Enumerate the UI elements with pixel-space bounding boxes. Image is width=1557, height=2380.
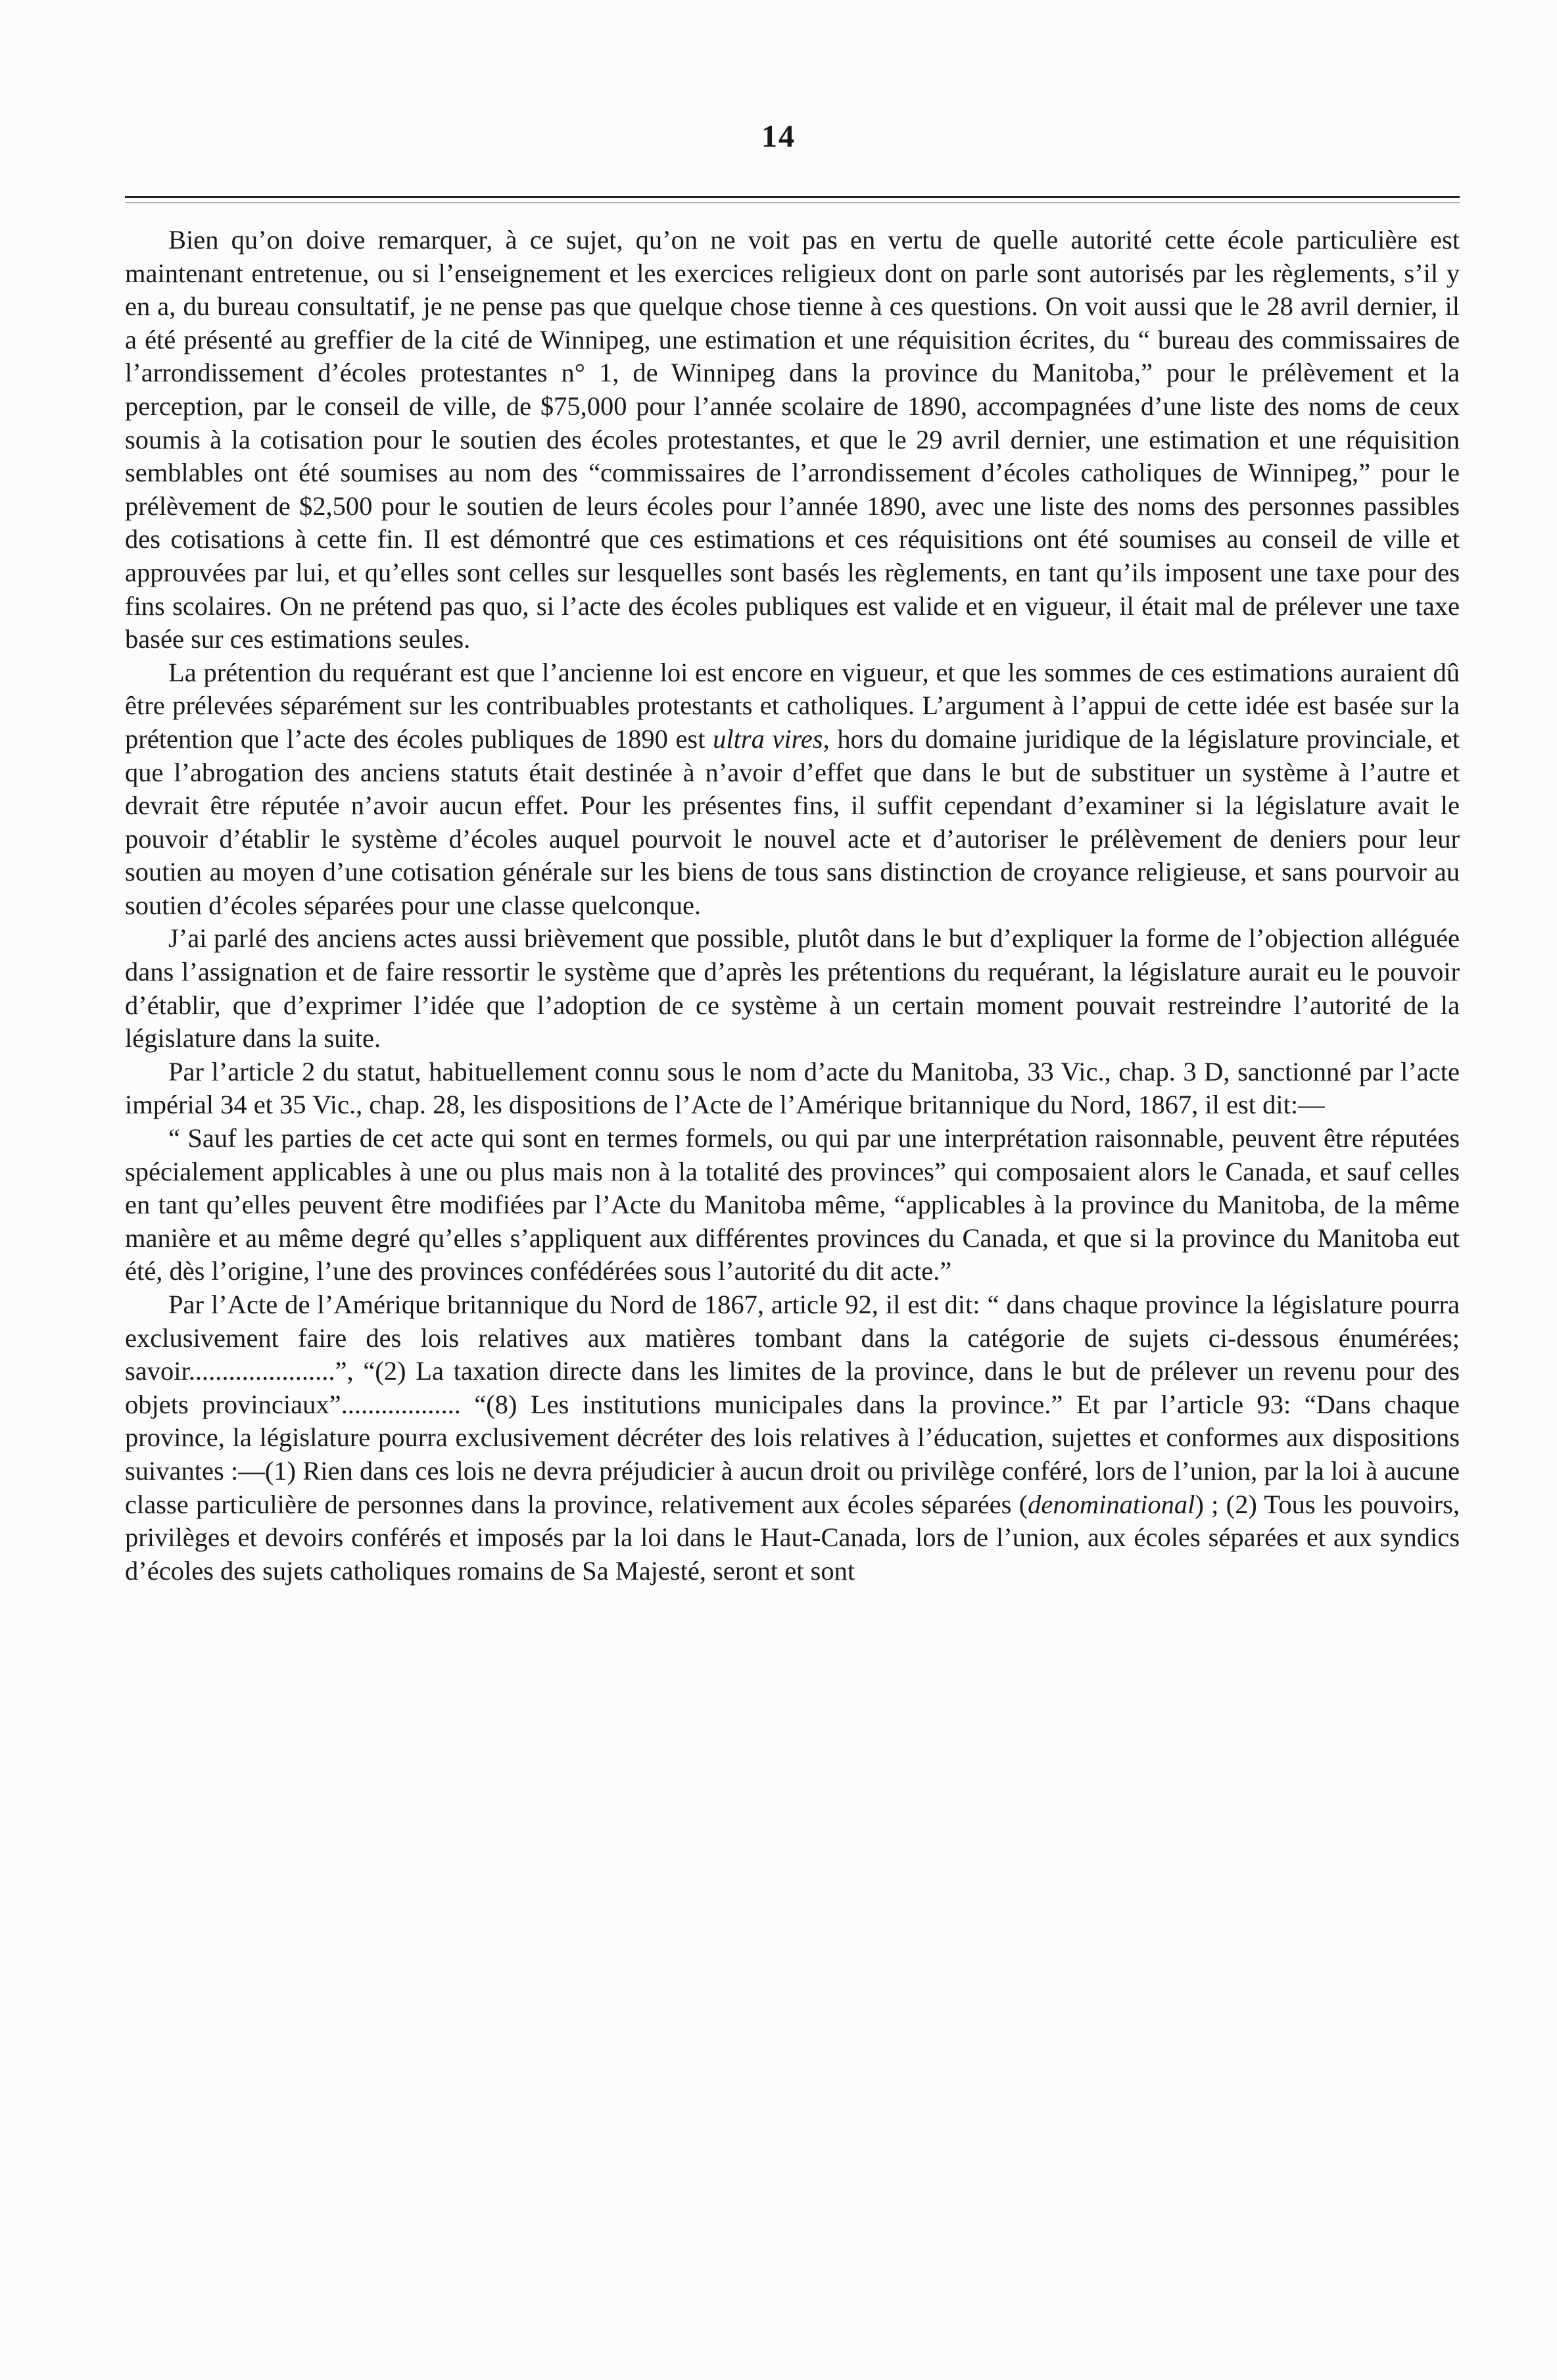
- body-text: [125, 224, 1460, 1588]
- quotation-paragraph: “ Sauf les parties de cet acte qui sont en termes formels, ou qui par une interprétation raisonnable, peuvent être réputées spécialement applicables à une ou plus mais non à la totalité des provinces” qui composaient alors le Canada, et sauf celles en tant qu’elles peuvent être modifiées par l’Acte du Manitoba même, “applicables à la province du Manitoba, de la même manière et au même degré qu’elles s’appliquent aux différentes provinces du Canada, et que si la province du Manitoba eut été, dès l’origine, l’une des provinces confédérées sous l’autorité du dit acte.”: [125, 1123, 1460, 1286]
- paragraph-6-italic: denominational: [1028, 1489, 1195, 1519]
- page-number: 14: [761, 119, 796, 154]
- header-rule: [125, 196, 1460, 198]
- paragraph-2: [125, 656, 1460, 923]
- paragraph-2-text-b: , hors du domaine juridique de la législature provinciale, et que l’abrogation des anciens statuts était destinée à n’avoir d’effet que dans le but de substituer un système à l’autre et devrait être réputée n’avoir aucun effet. Pour les présentes fins, il suffit cependant d’examiner si la législature avait le pouvoir d’établir le système d’écoles auquel pourvoit le nouvel acte et d’autoriser le prélèvement de deniers pour leur soutien au moyen d’une cotisation générale sur les biens de tous sans distinction de croyance religieuse, et sans pourvoir au soutien d’écoles séparées pour une classe quelconque.: [125, 723, 1460, 920]
- paragraph-3: J’ai parlé des anciens actes aussi brièvement que possible, plutôt dans le but d’expliquer la forme de l’objection alléguée dans l’assignation et de faire ressortir le système que d’après les prétentions du requérant, la législature aurait eu le pouvoir d’établir, que d’exprimer l’idée que l’adoption de ce système à un certain moment pouvait restreindre l’autorité de la législature dans la suite.: [125, 923, 1460, 1054]
- paragraph-6-text-b: ) ; (2) Tous les pouvoirs, privilèges et devoirs conférés et imposés par la loi dans le Haut-Canada, lors de l’union, aux écoles séparées et aux syndics d’écoles des sujets catholiques romains de Sa Majesté, seront et sont: [125, 1489, 1460, 1586]
- paragraph-2-italic: ultra vires: [713, 723, 823, 754]
- paragraph-6-text-a: Par l’Acte de l’Amérique britannique du Nord de 1867, article 92, il est dit: “ dans chaque province la législature pourra exclusivement faire des lois relatives aux matières tombant dans la catégorie de sujets ci-dessous énumérées; savoir......................”, “(2) La taxation directe dans les limites de la province, dans le but de prélever un revenu pour des objets provinciaux”.................. “(8) Les institutions municipales dans la province.” Et par l’article 93: “Dans chaque province, la législature pourra exclusivement décréter des lois relatives à l’éducation, sujettes et conformes aux dispositions suivantes :—(1) Rien dans ces lois ne devra préjudicier à aucun droit ou privilège conféré, lors de l’union, par la loi à aucune classe particulière de personnes dans la province, relativement aux écoles séparées (: [125, 1290, 1460, 1519]
- paragraph-4: Par l’article 2 du statut, habituellement connu sous le nom d’acte du Manitoba, 33 Vic., chap. 3 D, sanctionné par l’acte impérial 34 et 35 Vic., chap. 28, les dispositions de l’Acte de l’Amérique britannique du Nord, 1867, il est dit:—: [125, 1056, 1460, 1120]
- paragraph-6: [125, 1288, 1460, 1588]
- paragraph-2-text-a: La prétention du requérant est que l’ancienne loi est encore en vigueur, et que les sommes de ces estimations auraient dû être prélevées séparément sur les contribuables protestants et catholiques. L’argument à l’appui de cette idée est basée sur la prétention que l’acte des écoles publiques de 1890 est: [125, 657, 1460, 754]
- paragraph-1: Bien qu’on doive remarquer, à ce sujet, qu’on ne voit pas en vertu de quelle autorité cette école particulière est maintenant entretenue, ou si l’enseignement et les exercices religieux dont on parle sont autorisés par les règlements, s’il y en a, du bureau consultatif, je ne pense pas que quelque chose tienne à ces questions. On voit aussi que le 28 avril dernier, il a été présenté au greffier de la cité de Winnipeg, une estimation et une réquisition écrites, du “ bureau des commissaires de l’arrondissement d’écoles protestantes n° 1, de Winnipeg dans la province du Manitoba,” pour le prélèvement et la perception, par le conseil de ville, de $75,000 pour l’année scolaire de 1890, accompagnées d’une liste des noms de ceux soumis à la cotisation pour le soutien des écoles protestantes, et que le 29 avril dernier, une estimation et une réquisition semblables ont été soumises au nom des “commissaires de l’arrondissement d’écoles catholiques de Winnipeg,” pour le prélèvement de $2,500 pour le soutien de leurs écoles pour l’année 1890, avec une liste des noms des personnes passibles des cotisations à cette fin. Il est démontré que ces estimations et ces réquisitions ont été soumises au conseil de ville et approuvées par lui, et qu’elles sont celles sur lesquelles sont basés les règlements, en tant qu’ils imposent une taxe pour des fins scolaires. On ne prétend pas quo, si l’acte des écoles publiques est valide et en vigueur, il était mal de prélever une taxe basée sur ces estimations seules.: [125, 225, 1460, 654]
